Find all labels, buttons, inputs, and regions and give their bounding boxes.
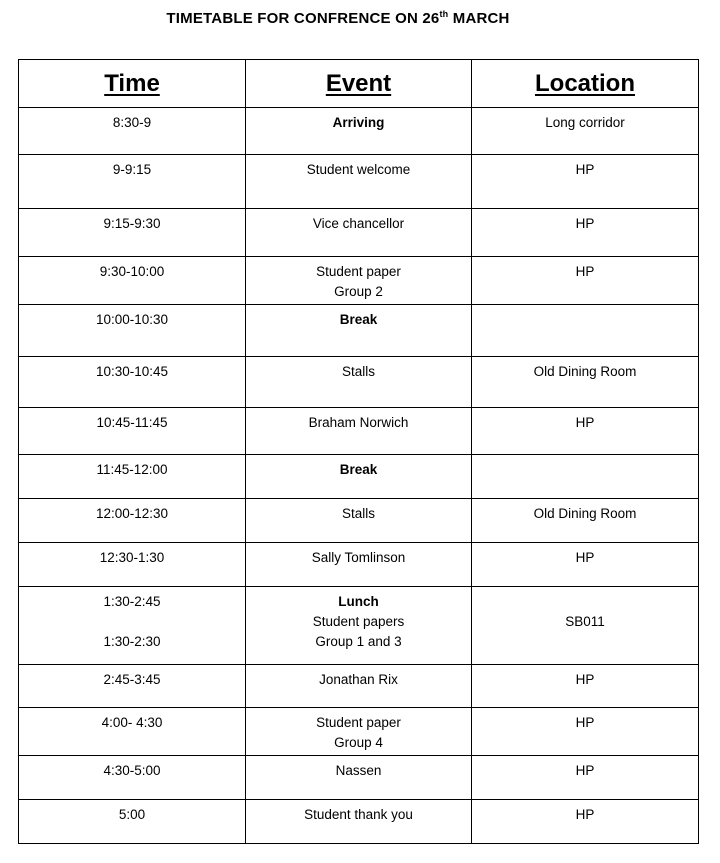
table-row <box>19 108 699 155</box>
header-time: Time <box>19 60 246 108</box>
location-cell <box>472 455 699 499</box>
title-prefix: TIMETABLE FOR CONFRENCE ON 26 <box>166 10 440 27</box>
time-cell: 9-9:15 <box>19 155 246 209</box>
time-cell: 4:30-5:00 <box>19 756 246 800</box>
location-cell: HP <box>472 800 699 844</box>
event-cell: Nassen <box>246 756 472 800</box>
time-cell: 12:30-1:30 <box>19 543 246 587</box>
event-line: Group 2 <box>334 284 383 299</box>
location-cell: HP <box>472 209 699 257</box>
event-line: Student papers <box>312 614 405 629</box>
time-cell <box>19 587 246 665</box>
location-cell: HP <box>472 155 699 209</box>
time-cell: 11:45-12:00 <box>19 455 246 499</box>
event-line: Lunch <box>338 594 379 609</box>
header-event: Event <box>246 60 472 108</box>
event-cell: Sally Tomlinson <box>246 543 472 587</box>
table-row <box>19 543 699 587</box>
location-cell: Old Dining Room <box>472 499 699 543</box>
location-cell: HP <box>472 665 699 708</box>
location-cell <box>472 305 699 357</box>
location-cell: Long corridor <box>472 108 699 155</box>
event-line: Group 1 and 3 <box>315 634 402 649</box>
table-row <box>19 155 699 209</box>
time-cell: 9:15-9:30 <box>19 209 246 257</box>
table-row <box>19 708 699 756</box>
location-cell <box>472 587 699 665</box>
event-cell <box>246 257 472 305</box>
time-cell: 10:45-11:45 <box>19 408 246 455</box>
event-cell: Arriving <box>246 108 472 155</box>
location-spacer <box>472 592 698 612</box>
event-cell <box>246 587 472 665</box>
location-cell: HP <box>472 257 699 305</box>
time-cell: 12:00-12:30 <box>19 499 246 543</box>
event-cell: Stalls <box>246 357 472 408</box>
time-cell: 9:30-10:00 <box>19 257 246 305</box>
event-cell: Stalls <box>246 499 472 543</box>
table-row <box>19 499 699 543</box>
event-cell: Break <box>246 455 472 499</box>
event-line: Student paper <box>316 715 401 730</box>
time-line: 1:30-2:30 <box>103 634 161 649</box>
event-cell: Student welcome <box>246 155 472 209</box>
location-cell: HP <box>472 756 699 800</box>
time-cell: 8:30-9 <box>19 108 246 155</box>
event-cell: Braham Norwich <box>246 408 472 455</box>
table-row <box>19 665 699 708</box>
table-row <box>19 408 699 455</box>
event-cell: Student thank you <box>246 800 472 844</box>
table-row <box>19 209 699 257</box>
table-row <box>19 357 699 408</box>
timetable <box>18 59 699 844</box>
location-cell: HP <box>472 408 699 455</box>
location-cell: HP <box>472 708 699 756</box>
table-row <box>19 257 699 305</box>
time-cell: 2:45-3:45 <box>19 665 246 708</box>
event-line: Student paper <box>316 264 401 279</box>
time-cell: 5:00 <box>19 800 246 844</box>
table-row <box>19 455 699 499</box>
time-cell: 10:30-10:45 <box>19 357 246 408</box>
event-line: Group 4 <box>334 735 383 750</box>
table-row <box>19 756 699 800</box>
event-cell: Vice chancellor <box>246 209 472 257</box>
page-title <box>0 10 676 27</box>
header-location: Location <box>472 60 699 108</box>
event-cell: Jonathan Rix <box>246 665 472 708</box>
time-cell: 10:00-10:30 <box>19 305 246 357</box>
table-row <box>19 587 699 665</box>
event-cell <box>246 708 472 756</box>
event-cell: Break <box>246 305 472 357</box>
location-cell: Old Dining Room <box>472 357 699 408</box>
table-row <box>19 800 699 844</box>
location-cell: HP <box>472 543 699 587</box>
time-cell: 4:00- 4:30 <box>19 708 246 756</box>
table-row <box>19 305 699 357</box>
time-line: 1:30-2:45 <box>103 594 161 609</box>
location-line: SB011 <box>565 614 605 629</box>
title-suffix: MARCH <box>448 10 510 27</box>
time-spacer <box>19 612 245 632</box>
title-superscript: th <box>439 9 449 19</box>
header-row <box>19 60 699 108</box>
